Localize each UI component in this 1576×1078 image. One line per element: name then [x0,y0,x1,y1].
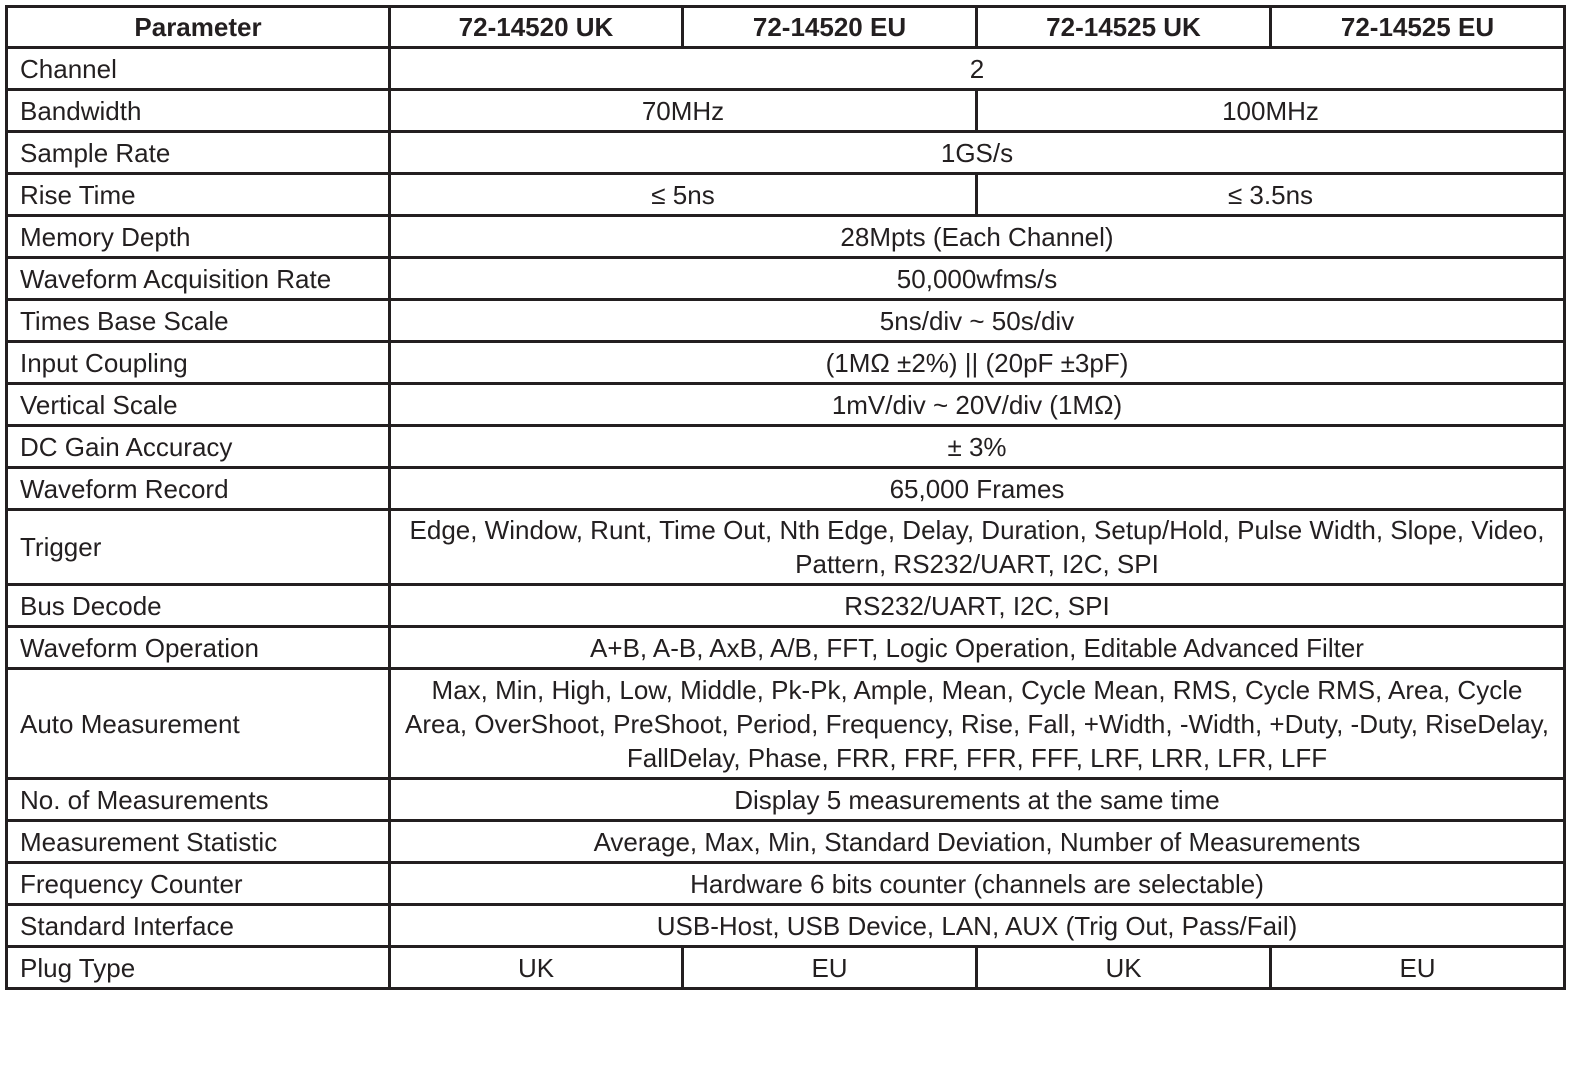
param-label: No. of Measurements [7,779,390,821]
param-value: 50,000wfms/s [390,258,1565,300]
param-label: Vertical Scale [7,384,390,426]
param-label: Plug Type [7,947,390,989]
table-row [7,174,1565,216]
param-label: Waveform Operation [7,627,390,669]
header-model-1: 72-14520 UK [390,7,683,48]
param-value: USB-Host, USB Device, LAN, AUX (Trig Out, Pass/Fail) [390,905,1565,947]
param-value: RS232/UART, I2C, SPI [390,585,1565,627]
header-model-4: 72-14525 EU [1271,7,1565,48]
param-label: Measurement Statistic [7,821,390,863]
param-value: 70MHz [390,90,977,132]
param-value: 5ns/div ~ 50s/div [390,300,1565,342]
table-row [7,426,1565,468]
param-label: Bandwidth [7,90,390,132]
param-value: EU [1271,947,1565,989]
table-row [7,947,1565,989]
param-label: Input Coupling [7,342,390,384]
table-row [7,342,1565,384]
param-value: 28Mpts (Each Channel) [390,216,1565,258]
param-label: Channel [7,48,390,90]
param-label: Trigger [7,510,390,585]
table-row [7,585,1565,627]
param-value: (1MΩ ±2%) || (20pF ±3pF) [390,342,1565,384]
param-value: 1mV/div ~ 20V/div (1MΩ) [390,384,1565,426]
param-value: Average, Max, Min, Standard Deviation, Number of Measurements [390,821,1565,863]
param-label: DC Gain Accuracy [7,426,390,468]
table-row [7,468,1565,510]
param-value: ≤ 3.5ns [977,174,1565,216]
table-row [7,510,1565,585]
param-value: A+B, A-B, AxB, A/B, FFT, Logic Operation, Editable Advanced Filter [390,627,1565,669]
param-label: Standard Interface [7,905,390,947]
table-row [7,384,1565,426]
table-row [7,627,1565,669]
table-row [7,132,1565,174]
table-row [7,821,1565,863]
param-label: Memory Depth [7,216,390,258]
param-label: Waveform Record [7,468,390,510]
spec-table [5,5,1566,990]
param-value: Edge, Window, Runt, Time Out, Nth Edge, Delay, Duration, Setup/Hold, Pulse Width, Slope, Video, Pattern, RS232/UART, I2C, SPI [390,510,1565,585]
header-model-2: 72-14520 EU [683,7,977,48]
param-value: Display 5 measurements at the same time [390,779,1565,821]
table-row [7,216,1565,258]
param-label: Auto Measurement [7,669,390,779]
param-value: EU [683,947,977,989]
param-label: Bus Decode [7,585,390,627]
param-label: Sample Rate [7,132,390,174]
table-row [7,779,1565,821]
table-row [7,669,1565,779]
param-value: 2 [390,48,1565,90]
table-row [7,258,1565,300]
header-model-3: 72-14525 UK [977,7,1271,48]
param-value: Hardware 6 bits counter (channels are selectable) [390,863,1565,905]
param-value: 1GS/s [390,132,1565,174]
table-row [7,863,1565,905]
table-row [7,300,1565,342]
param-value: UK [390,947,683,989]
header-parameter: Parameter [7,7,390,48]
table-row [7,905,1565,947]
param-value: ± 3% [390,426,1565,468]
param-value: ≤ 5ns [390,174,977,216]
param-value: UK [977,947,1271,989]
table-row [7,48,1565,90]
header-row [7,7,1565,48]
param-value: 100MHz [977,90,1565,132]
param-label: Rise Time [7,174,390,216]
param-label: Times Base Scale [7,300,390,342]
table-row [7,90,1565,132]
param-label: Waveform Acquisition Rate [7,258,390,300]
param-value: Max, Min, High, Low, Middle, Pk-Pk, Ample, Mean, Cycle Mean, RMS, Cycle RMS, Area, Cycle Area, OverShoot, PreShoot, Period, Frequency, Rise, Fall, +Width, -Width, +Duty, -Duty, RiseDelay, FallDelay, Phase, FRR, FRF, FFR, FFF, LRF, LRR, LFR, LFF [390,669,1565,779]
param-value: 65,000 Frames [390,468,1565,510]
param-label: Frequency Counter [7,863,390,905]
